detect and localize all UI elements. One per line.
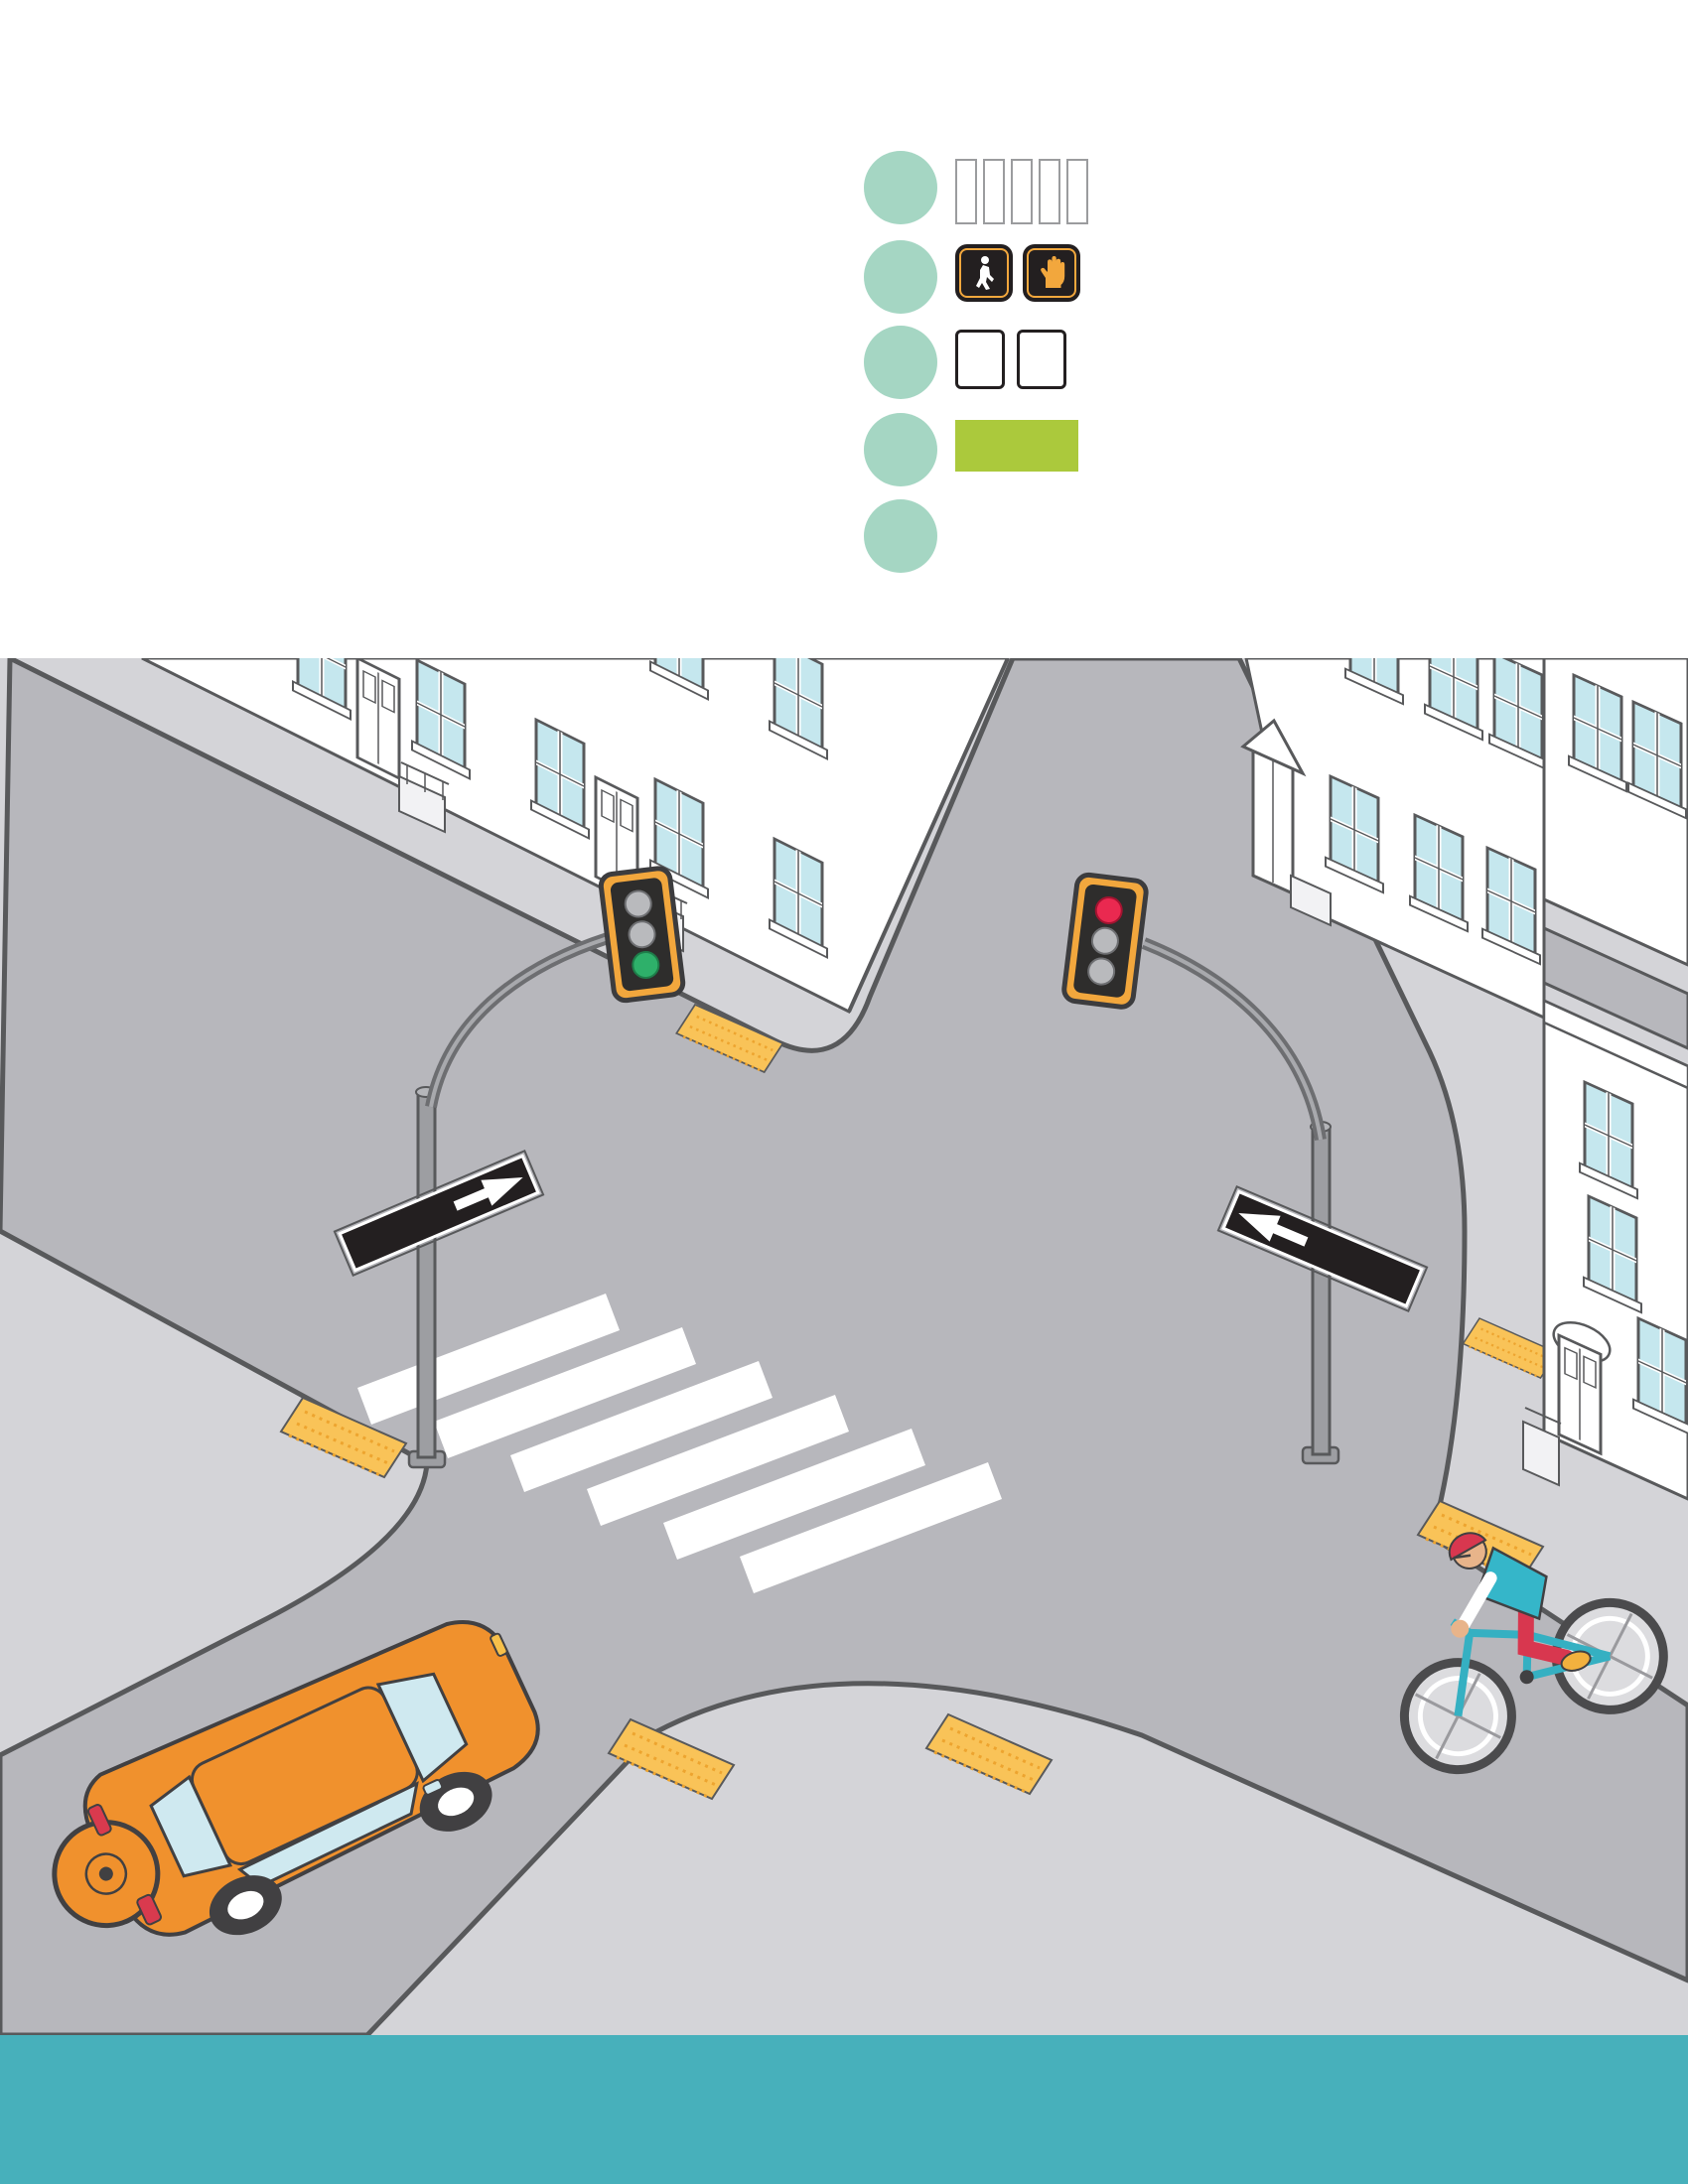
- signal-head-green: [600, 867, 684, 1002]
- building-right: [1523, 1001, 1688, 1499]
- footer-bar: [0, 2035, 1688, 2184]
- street-intersection-illustration: [0, 658, 1688, 2035]
- walking-person-icon: [969, 255, 999, 291]
- step-number-badge: [864, 499, 937, 573]
- speed-limit-sign-icon: [955, 330, 1005, 389]
- step-number-badge: [864, 151, 937, 224]
- instruction-item-3: [856, 326, 1611, 417]
- signal-head-red: [1062, 874, 1147, 1009]
- bike-lane-swatch: [955, 420, 1104, 472]
- speed-limit-sign-icon: [1017, 330, 1066, 389]
- signal-pole: [418, 1092, 435, 1457]
- pedestrian-signal-icons: [955, 244, 1104, 302]
- hand-icon: [1037, 256, 1066, 290]
- walk-signal-icon: [955, 244, 1013, 302]
- instruction-item-5: [856, 499, 1611, 591]
- step-number-badge: [864, 326, 937, 399]
- signal-pole: [1313, 1127, 1330, 1454]
- instruction-item-2: [856, 240, 1611, 332]
- rowhouse-door: [357, 658, 399, 778]
- speed-limit-sign-icons: [955, 330, 1104, 389]
- instruction-item-4: [856, 413, 1611, 504]
- crosswalk-icon: [955, 159, 1104, 224]
- stop-hand-icon: [1023, 244, 1080, 302]
- instruction-item-1: [856, 151, 1611, 242]
- step-number-badge: [864, 240, 937, 314]
- step-number-badge: [864, 413, 937, 486]
